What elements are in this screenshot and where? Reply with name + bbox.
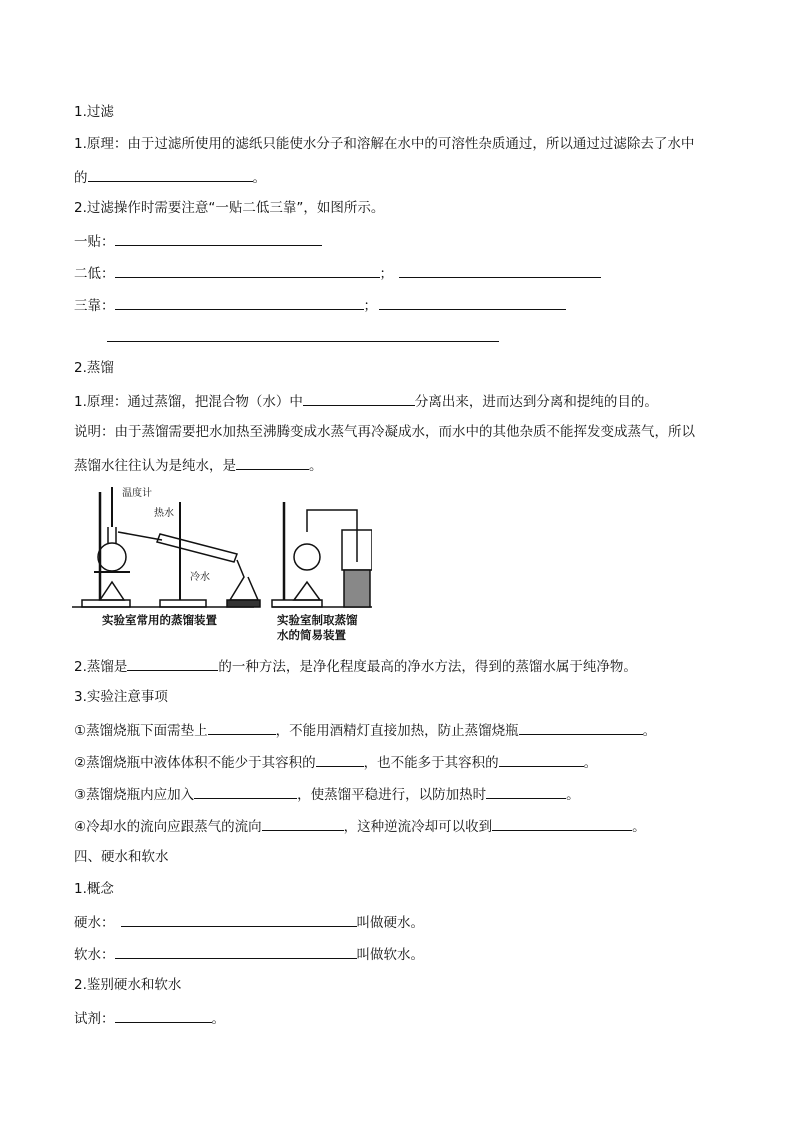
precautions-title: 3.实验注意事项: [74, 689, 168, 705]
text: 1.原理：通过蒸馏，把混合物（水）中: [74, 394, 303, 410]
section-hard-soft-water-title: 四、硬水和软水: [74, 849, 169, 865]
blank: [236, 455, 309, 470]
label: 硬水：: [74, 915, 115, 931]
erdi-line: [74, 263, 601, 283]
distillation-apparatus-figure: [72, 482, 372, 642]
simple-flask: [294, 544, 320, 570]
text: 蒸馏水往往认为是纯水，是: [74, 458, 236, 474]
figure-caption-2a: 实验室制取蒸馏: [277, 613, 358, 627]
text: ②蒸馏烧瓶中液体体积不能少于其容积的: [74, 755, 316, 771]
blank: [115, 1008, 212, 1023]
distillation-note-cont: [74, 455, 323, 475]
section-distillation-title: 2.蒸馏: [74, 360, 114, 376]
figure-caption-1: 实验室常用的蒸馏装置: [102, 613, 217, 627]
text: ，也不能多于其容积的: [363, 755, 499, 771]
blank: [194, 784, 297, 799]
blank: [486, 784, 566, 799]
blank: [399, 263, 601, 278]
hard-water-line: [74, 912, 424, 932]
beaker-support: [344, 570, 370, 607]
text: ④冷却水的流向应跟蒸气的流向: [74, 819, 262, 835]
reagent-line: [74, 1008, 225, 1028]
label: 二低：: [74, 266, 115, 282]
filtration-notes: 2.过滤操作时需要注意“一贴二低三靠”，如图所示。: [74, 200, 385, 216]
label: 软水：: [74, 947, 115, 963]
text: ，这种逆流冷却可以收到: [343, 819, 493, 835]
precaution-2: [74, 752, 597, 772]
blank: [121, 912, 357, 927]
thermometer-label: 温度计: [122, 488, 152, 499]
delivery-tube: [307, 510, 357, 562]
blank: [519, 720, 643, 735]
text: 。: [632, 819, 646, 835]
text: 。: [566, 787, 580, 803]
filtration-principle: 1.原理：由于过滤所使用的滤纸只能使水分子和溶解在水中的可溶性杂质通过，所以通过过滤除去了水中: [74, 136, 695, 152]
alcohol-lamp: [100, 582, 124, 600]
sankao-line-2: [107, 327, 499, 347]
label: 三靠：: [74, 298, 115, 314]
blank: [492, 816, 632, 831]
precaution-1: [74, 720, 656, 740]
text: 叫做软水。: [356, 947, 424, 963]
text: 。: [642, 723, 657, 739]
blank: [379, 295, 566, 310]
yitie-line: [74, 231, 322, 251]
identify-title: 2.鉴别硬水和软水: [74, 977, 182, 993]
text: ，使蒸馏平稳进行，以防加热时: [297, 787, 487, 803]
blank: [115, 295, 364, 310]
text: 。: [583, 755, 598, 771]
stand-base: [82, 600, 130, 607]
label: 试剂：: [74, 1011, 115, 1027]
blank: [115, 263, 380, 278]
distillation-note: 说明：由于蒸馏需要把水加热至沸腾变成水蒸气再冷凝成水，而水中的其他杂质不能挥发变成蒸气，所以: [74, 424, 695, 440]
blank: [115, 231, 322, 246]
condenser: [157, 534, 237, 562]
text: 。: [211, 1011, 225, 1027]
blank: [88, 167, 253, 182]
distillation-definition: [74, 656, 637, 676]
text: 。: [252, 170, 266, 186]
text: 2.蒸馏是: [74, 659, 128, 675]
blank: [499, 752, 584, 767]
text: ；: [379, 266, 393, 282]
blank: [107, 327, 499, 342]
concept-title: 1.概念: [74, 881, 114, 897]
text: ③蒸馏烧瓶内应加入: [74, 787, 195, 803]
soft-water-line: [74, 944, 424, 964]
blank: [316, 752, 364, 767]
text: 的一种方法，是净化程度最高的净水方法，得到的蒸馏水属于纯净物。: [218, 659, 637, 675]
precaution-3: [74, 784, 580, 804]
distilling-flask: [98, 543, 126, 571]
section-filtration-title: 1.过滤: [74, 104, 114, 120]
hot-water-label: 热水: [154, 508, 174, 519]
cold-water-label: 冷水: [190, 572, 210, 583]
figure-caption-2b: 水的简易装置: [277, 628, 346, 642]
sankao-line: [74, 295, 566, 315]
text: 叫做硬水。: [356, 915, 424, 931]
text: ；: [363, 298, 377, 314]
text: ①蒸馏烧瓶下面需垫上: [74, 723, 208, 739]
blank: [208, 720, 276, 735]
label: 一贴：: [74, 234, 115, 250]
text: 分离出来，进而达到分离和提纯的目的。: [414, 394, 658, 410]
receiving-flask: [230, 560, 258, 600]
precaution-4: [74, 816, 646, 836]
distillation-principle: [74, 391, 658, 411]
blank: [127, 656, 218, 671]
text: 。: [309, 458, 323, 474]
blank: [303, 391, 415, 406]
blank: [262, 816, 344, 831]
text: 的: [74, 170, 88, 186]
filtration-principle-cont: [74, 167, 266, 187]
blank: [115, 944, 357, 959]
text: ，不能用酒精灯直接加热，防止蒸馏烧瓶: [275, 723, 519, 739]
